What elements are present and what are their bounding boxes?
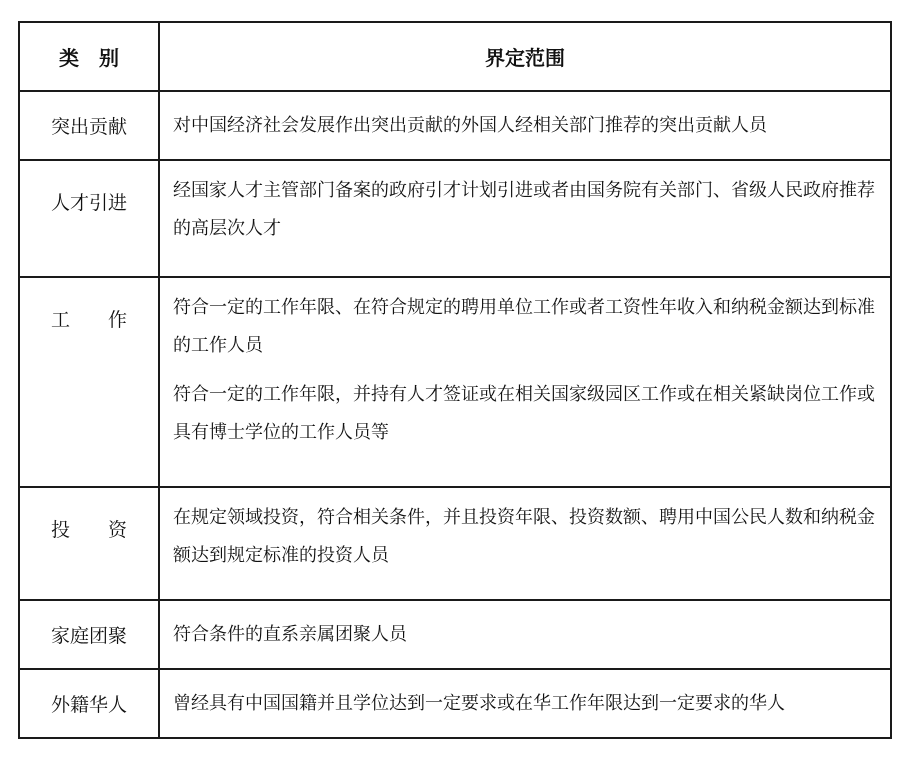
description-text: 在规定领域投资，符合相关条件，并且投资年限、投资数额、聘用中国公民人数和纳税金额达到规定标准的投资人员 bbox=[173, 507, 875, 566]
category-label: 人才引进 bbox=[50, 192, 127, 214]
description-text: 符合一定的工作年限、在符合规定的聘用单位工作或者工资性年收入和纳税金额达到标准的工作人员 bbox=[173, 297, 875, 356]
description-cell bbox=[159, 277, 891, 487]
category-label: 家庭团聚 bbox=[50, 625, 127, 647]
category-label: 外籍华人 bbox=[50, 694, 127, 716]
table-row bbox=[19, 91, 891, 160]
table-row bbox=[19, 160, 891, 277]
category-cell bbox=[19, 600, 159, 669]
description-text: 符合条件的直系亲属团聚人员 bbox=[173, 623, 407, 645]
category-cell bbox=[19, 487, 159, 600]
category-scope-table bbox=[18, 21, 892, 739]
header-scope-label: 界定范围 bbox=[485, 46, 565, 70]
description-text: 对中国经济社会发展作出突出贡献的外国人经相关部门推荐的突出贡献人员 bbox=[173, 114, 767, 136]
header-scope bbox=[159, 22, 891, 91]
category-label: 突出贡献 bbox=[50, 116, 127, 138]
description-text: 符合一定的工作年限，并持有人才签证或在相关国家级园区工作或在相关紧缺岗位工作或具有博士学位的工作人员等 bbox=[173, 384, 875, 443]
table-row bbox=[19, 487, 891, 600]
table-header-row bbox=[19, 22, 891, 91]
category-cell bbox=[19, 91, 159, 160]
description-cell bbox=[159, 160, 891, 277]
table-row bbox=[19, 277, 891, 487]
category-cell bbox=[19, 277, 159, 487]
category-label: 工 作 bbox=[50, 309, 127, 331]
description-cell bbox=[159, 91, 891, 160]
header-category-label: 类 别 bbox=[59, 46, 119, 70]
description-text: 经国家人才主管部门备案的政府引才计划引进或者由国务院有关部门、省级人民政府推荐的高层次人才 bbox=[173, 180, 875, 239]
category-cell bbox=[19, 669, 159, 738]
description-cell bbox=[159, 600, 891, 669]
category-cell bbox=[19, 160, 159, 277]
table-row bbox=[19, 600, 891, 669]
description-cell bbox=[159, 669, 891, 738]
description-cell bbox=[159, 487, 891, 600]
table-row bbox=[19, 669, 891, 738]
description-text: 曾经具有中国国籍并且学位达到一定要求或在华工作年限达到一定要求的华人 bbox=[173, 692, 785, 714]
header-category bbox=[19, 22, 159, 91]
category-label: 投 资 bbox=[50, 519, 127, 541]
